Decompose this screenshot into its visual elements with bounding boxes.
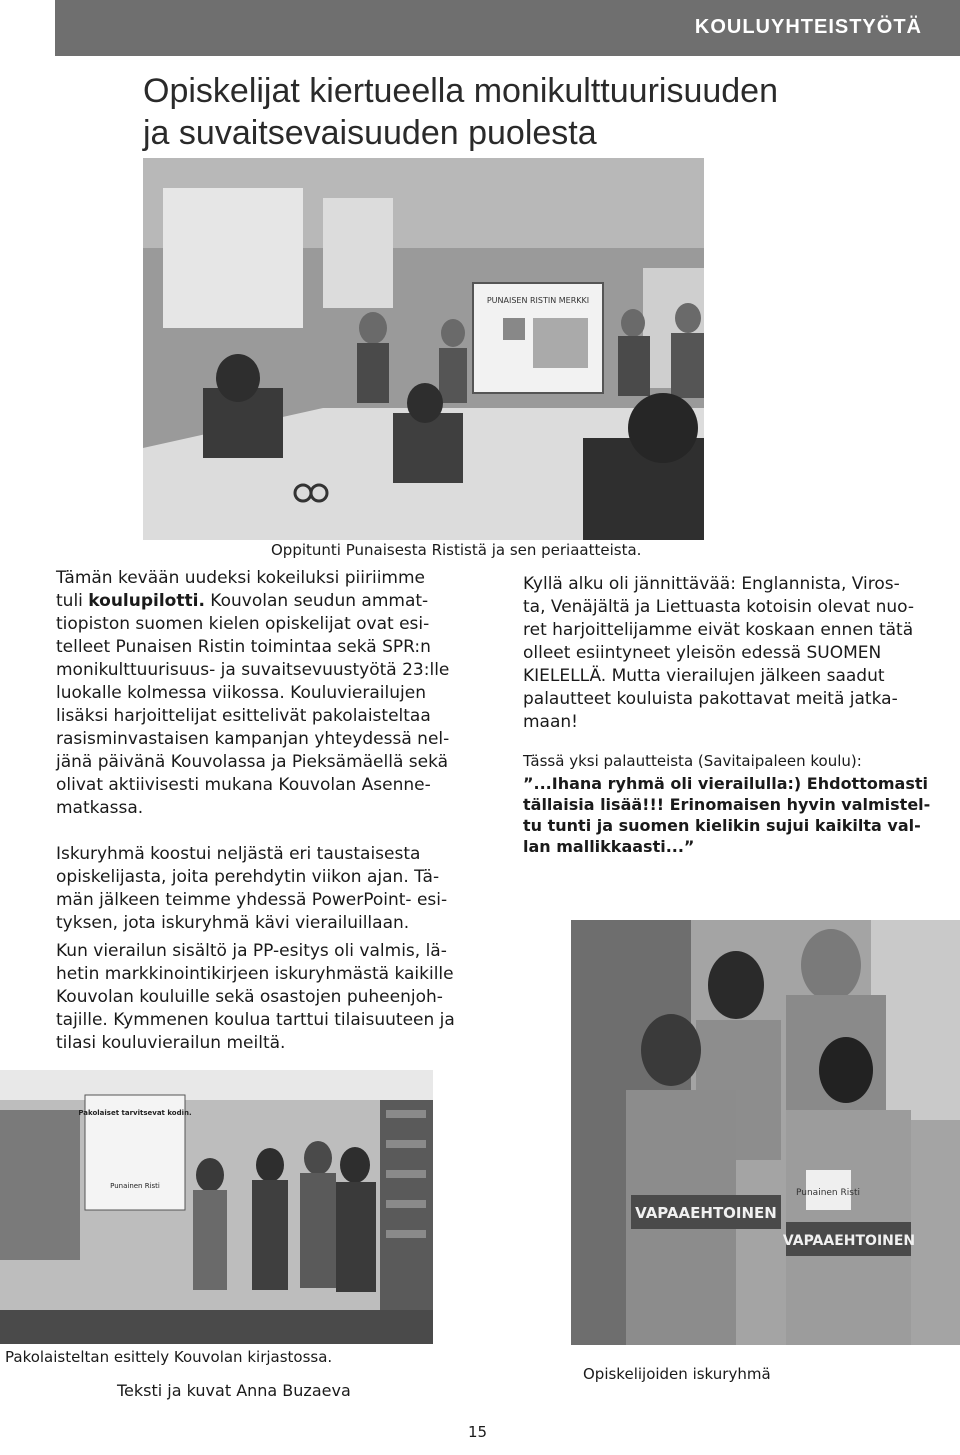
feedback-quote-line: ”...Ihana ryhmä oli vierailulla:) Ehdottomasti — [523, 774, 928, 793]
vest-brand-label: Punainen Risti — [796, 1188, 860, 1198]
text-line: tilasi kouluvierailun meiltä. — [56, 1033, 286, 1053]
text-line: Iskuryhmä koostui neljästä eri taustaisesta — [56, 844, 421, 864]
text-line: olleet esiintyneet yleisön edessä SUOMEN — [523, 643, 882, 663]
text-fragment: Kouvolan seudun ammat- — [204, 591, 429, 611]
text-line: Kyllä alku oli jännittävää: Englannista, Viros- — [523, 574, 900, 594]
text-line: KIELELLÄ. Mutta vierailujen jälkeen saadut — [523, 666, 885, 686]
text-line: lisäksi harjoittelijat esittelivät pakolaisteltaa — [56, 706, 431, 726]
text-line: Tämän kevään uudeksi kokeiluksi piiriimme — [56, 568, 426, 588]
text-line: tiopiston suomen kielen opiskelijat ovat esi- — [56, 614, 430, 634]
text-line: Kun vierailun sisältö ja PP-esitys oli valmis, lä- — [56, 941, 447, 961]
left-column-text-bottom — [56, 940, 496, 1055]
article-title — [143, 70, 903, 154]
title-line-1: Opiskelijat kiertueella monikulttuurisuuden — [143, 72, 778, 110]
text-line: tajille. Kymmenen koulua tarttui tilaisuuteen ja — [56, 1010, 455, 1030]
left-column-text — [56, 567, 486, 935]
text-line: tyksen, jota iskuryhmä kävi vierailuillaan. — [56, 913, 410, 933]
screen-title: PUNAISEN RISTIN MERKKI — [486, 296, 590, 305]
text-line: monikulttuurisuus- ja suvaitsevuustyötä 23:lle — [56, 660, 450, 680]
poster-title: Pakolaiset tarvitsevat kodin. — [78, 1109, 192, 1117]
poster-brand: Punainen Risti — [110, 1182, 160, 1190]
feedback-quote-line: tu tunti ja suomen kielikin sujui kaikilta val- — [523, 816, 921, 835]
vest-text-right: VAPAAEHTOINEN — [782, 1233, 916, 1249]
section-label: KOULUYHTEISTYÖTÄ — [694, 16, 922, 38]
page-number: 15 — [468, 1423, 488, 1441]
text-line: olivat aktiivisesti mukana Kouvolan Asenne- — [56, 775, 431, 795]
text-line: Kouvolan kouluille sekä osastojen puheenjoh- — [56, 987, 443, 1007]
feedback-quote-line: lan mallikkaasti...” — [523, 837, 695, 856]
classroom-photo-caption: Oppitunti Punaisesta Rististä ja sen periaatteista. — [271, 541, 642, 559]
right-column-text — [523, 573, 948, 857]
vest-text-left: VAPAAEHTOINEN — [635, 1204, 777, 1222]
text-line: rasisminvastaisen kampanjan yhteydessä nel- — [56, 729, 450, 749]
text-line: män jälkeen teimme yhdessä PowerPoint- esi- — [56, 890, 448, 910]
text-line: matkassa. — [56, 798, 144, 818]
group-photo-caption: Opiskelijoiden iskuryhmä — [583, 1365, 771, 1383]
feedback-intro: Tässä yksi palautteista (Savitaipaleen koulu): — [523, 752, 862, 770]
text-line: jänä päivänä Kouvolassa ja Pieksämäellä sekä — [56, 752, 449, 772]
section-header-band — [55, 0, 960, 56]
text-fragment: tuli — [56, 591, 89, 611]
group-photo — [571, 920, 960, 1345]
text-line: ta, Venäjältä ja Liettuasta kotoisin olevat nuo- — [523, 597, 914, 617]
library-photo-caption: Pakolaisteltan esittely Kouvolan kirjastossa. — [5, 1348, 333, 1366]
text-line: palautteet kouluista pakottavat meitä jatka- — [523, 689, 898, 709]
bold-term: koulupilotti. — [88, 591, 205, 611]
text-line: opiskelijasta, joita perehdytin viikon ajan. Tä- — [56, 867, 440, 887]
text-line: hetin markkinointikirjeen iskuryhmästä kaikille — [56, 964, 454, 984]
title-line-2: ja suvaitsevaisuuden puolesta — [143, 114, 597, 152]
text-line: maan! — [523, 712, 578, 732]
text-line: luokalle kolmessa viikossa. Kouluvierailujen — [56, 683, 426, 703]
article-credits: Teksti ja kuvat Anna Buzaeva — [117, 1381, 351, 1400]
text-line: ret harjoittelijamme eivät koskaan ennen tätä — [523, 620, 914, 640]
library-photo — [0, 1070, 433, 1344]
feedback-quote-line: tällaisia lisää!!! Erinomaisen hyvin valmistel- — [523, 795, 931, 814]
text-line — [56, 590, 486, 613]
text-line: telleet Punaisen Ristin toimintaa sekä SPR:n — [56, 637, 431, 657]
classroom-photo — [143, 158, 704, 540]
